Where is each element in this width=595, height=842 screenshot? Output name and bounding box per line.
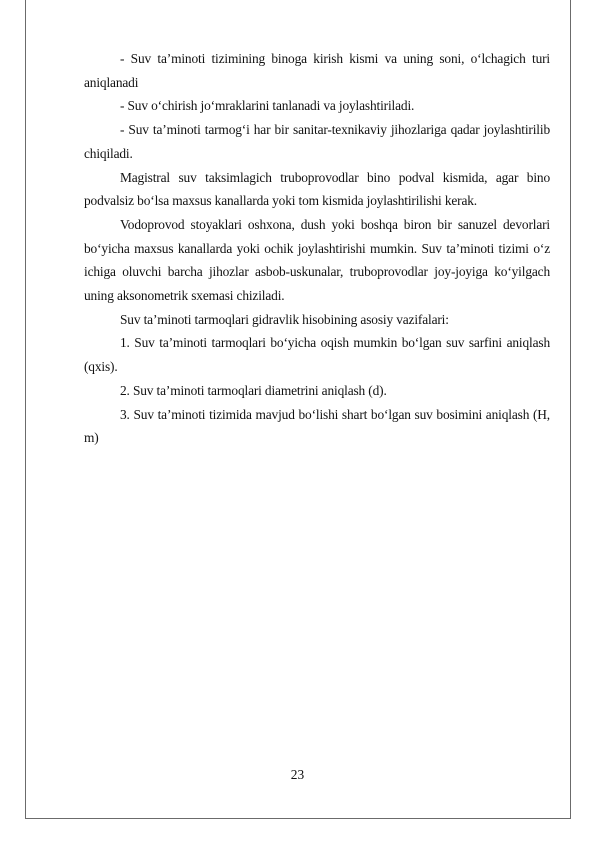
paragraph-intake-section: - Suv ta’minoti tizimining binoga kirish kismi va uning soni, o‘lchagich turi aniqlanadi: [84, 51, 550, 90]
paragraph-hydraulic-tasks-heading: Suv ta’minoti tarmoqlari gidravlik hisobining asosiy vazifalari:: [120, 311, 449, 327]
paragraph-network-layout: - Suv ta’minoti tarmog‘i har bir sanitar-texnikaviy jihozlariga qadar joylashtirilib chiqiladi.: [84, 122, 550, 161]
paragraph-risers: Vodoprovod stoyaklari oshxona, dush yoki boshqa biron bir sanuzel devorlari bo‘yicha maxsus kanallarda yoki ochik joylashtirishi mumkin. Suv ta’minoti tizimi o‘z ichiga oluvchi barcha jihozlar asbob-uskunalar, truboprovodlar joy-joyiga ko‘yilgach uning aksonometrik sxemasi chiziladi.: [84, 216, 550, 304]
paragraph-main-pipelines: Magistral suv taksimlagich truboprovodlar bino podval kismida, agar bino podvalsiz bo‘lsa maxsus kanallarda yoki tom kismida joylashtirilishi kerak.: [84, 169, 550, 209]
list-item-pressure: 3. Suv ta’minoti tizimida mavjud bo‘lishi shart bo‘lgan suv bosimini aniqlash (H, m): [84, 406, 550, 446]
list-item-diameter: 2. Suv ta’minoti tarmoqlari diametrini aniqlash (d).: [120, 382, 387, 398]
page-number: 23: [290, 767, 305, 782]
document-body: [84, 47, 550, 450]
paragraph-shutoff-valves: - Suv o‘chirish jo‘mraklarini tanlanadi va joylashtiriladi.: [120, 98, 415, 114]
list-item-flow-rate: 1. Suv ta’minoti tarmoqlari bo‘yicha oqish mumkin bo‘lgan suv sarfini aniqlash (qxis).: [84, 335, 550, 375]
